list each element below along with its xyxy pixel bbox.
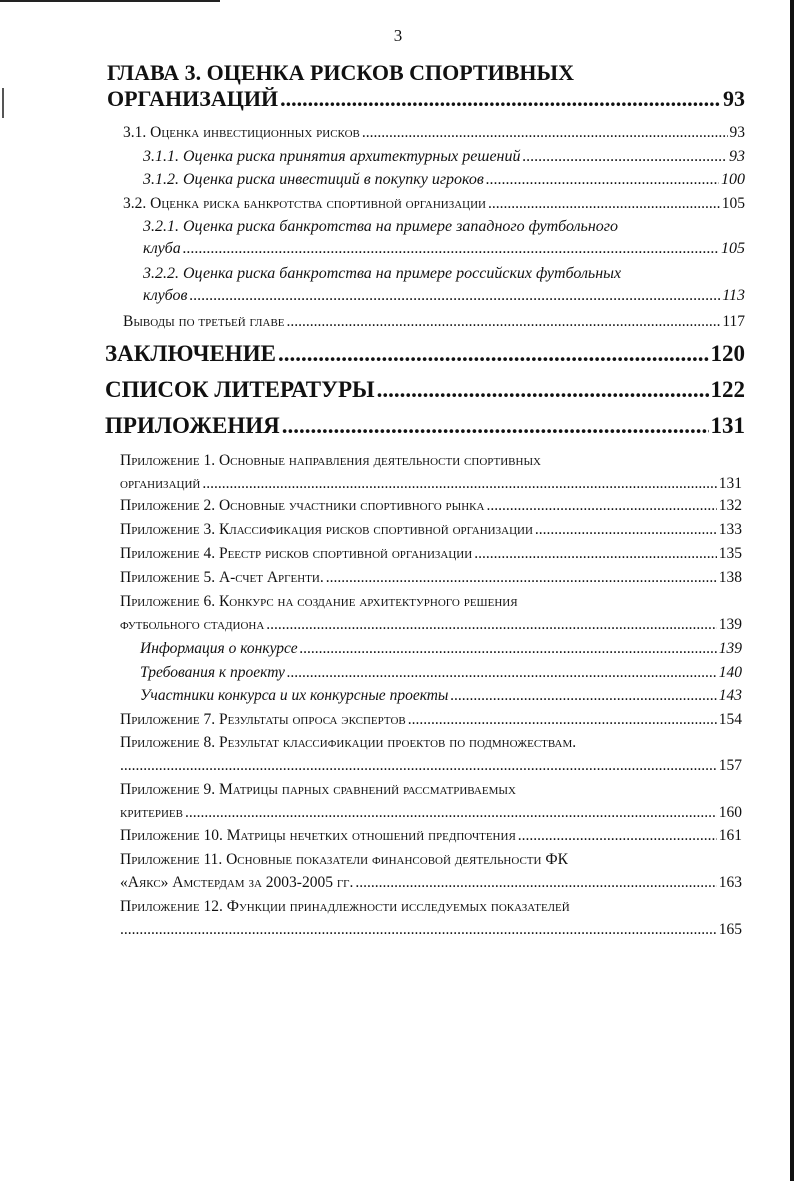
leader-dots [535,521,717,539]
toc-page-number: 135 [718,545,742,562]
toc-section-title: 3.2. Оценка риска банкротства спортивной организации [123,195,486,212]
leader-dots [266,616,716,634]
leader-dots [474,545,717,563]
toc-page-number: 154 [718,711,742,728]
leader-dots [278,341,709,367]
toc-chapter-3-line1: ГЛАВА 3. ОЦЕНКА РИСКОВ СПОРТИВНЫХ [107,60,574,85]
toc-page-number: 139 [718,616,742,633]
leader-dots [450,687,716,705]
toc-section-3-2[interactable] [123,195,745,213]
toc-appendix-5[interactable] [120,569,742,587]
toc-page-number: 131 [718,475,742,492]
toc-subsection-3-1-2[interactable] [143,171,745,189]
toc-appendix-4[interactable] [120,545,742,563]
toc-section-title-line2: клубов [143,287,188,304]
toc-appendix-1[interactable] [120,452,742,493]
toc-appendix-title-line1: Приложение 8. Результат классификации проектов по подмножествам. [120,734,577,751]
toc-appendix-title-line1: Приложение 6. Конкурс на создание архитектурного решения [120,593,518,610]
toc-page-number: 132 [718,497,742,514]
leader-dots [488,195,720,213]
toc-appendix-6[interactable] [120,593,742,634]
page-number: 3 [393,26,403,45]
toc-subsection-3-1-1[interactable] [143,148,745,166]
toc-appendix-title: Участники конкурса и их конкурсные проекты [140,687,449,704]
toc-appendix-10[interactable] [120,827,742,845]
toc-page-number: 122 [710,377,745,402]
toc-page-number: 93 [723,86,745,111]
toc-page-number: 133 [718,521,742,538]
leader-dots [518,827,717,845]
toc-section-title: 3.1. Оценка инвестиционных рисков [123,124,360,141]
toc-appendix-6-participants[interactable] [140,687,742,705]
toc-appendix-title-line2: критериев [120,804,183,821]
scan-edge-right [790,0,794,1181]
toc-appendix-9[interactable] [120,781,742,822]
toc-section-title-line2: клуба [143,240,181,257]
leader-dots [185,804,717,822]
toc-page-number: 93 [729,148,745,165]
leader-dots [189,287,720,305]
toc-heading-title: ЗАКЛЮЧЕНИЕ [105,341,276,366]
toc-section-title: Выводы по третьей главе [123,313,285,330]
toc-page-number: 131 [710,413,745,438]
leader-dots [202,475,716,493]
toc-literature[interactable] [105,377,745,403]
toc-appendix-title-line1: Приложение 12. Функции принадлежности исследуемых показателей [120,898,570,915]
leader-dots [355,874,716,892]
leader-dots [326,569,717,587]
toc-appendix-12[interactable] [120,898,742,939]
toc-appendix-title-line2: футбольного стадиона [120,616,265,633]
leader-dots [486,171,719,189]
toc-appendices[interactable] [105,413,745,439]
toc-appendix-8[interactable] [120,734,742,775]
leader-dots [362,124,728,142]
toc-chapter-3[interactable] [107,60,745,112]
leader-dots [287,313,721,331]
leader-dots [408,711,717,729]
toc-page-number: 139 [718,640,742,657]
toc-section-title: 3.1.1. Оценка риска принятия архитектурных решений [143,148,521,165]
toc-appendix-title-line1: Приложение 11. Основные показатели финансовой деятельности ФК [120,851,568,868]
toc-section-title-line1: 3.2.2. Оценка риска банкротства на примере российских футбольных [143,265,622,282]
scan-edge-top [0,0,220,2]
toc-subsection-3-2-2[interactable] [143,265,745,305]
toc-section-3-1[interactable] [123,124,745,142]
toc-section-title-line1: 3.2.1. Оценка риска банкротства на примере западного футбольного [143,218,619,235]
toc-appendix-title: Информация о конкурсе [140,640,298,657]
toc-appendix-2[interactable] [120,497,742,515]
leader-dots [120,757,717,775]
leader-dots [486,497,716,515]
toc-page-number: 100 [721,171,745,188]
leader-dots [300,640,717,658]
toc-heading-title: СПИСОК ЛИТЕРАТУРЫ [105,377,375,402]
toc-page-number: 120 [710,341,745,366]
toc-heading-title: ПРИЛОЖЕНИЯ [105,413,280,438]
toc-appendix-11[interactable] [120,851,742,892]
toc-page-number: 161 [718,827,742,844]
toc-appendix-title: Приложение 3. Классификация рисков спортивной организации [120,521,533,538]
toc-appendix-title-line1: Приложение 9. Матрицы парных сравнений рассматриваемых [120,781,516,798]
leader-dots [377,377,709,403]
toc-appendix-title: Приложение 5. А-счет Аргенти. [120,569,324,586]
toc-chapter-3-conclusions[interactable] [123,313,745,331]
toc-appendix-3[interactable] [120,521,742,539]
leader-dots [183,240,719,258]
toc-page-number: 157 [718,757,742,774]
leader-dots [280,86,721,112]
toc-page-number: 163 [718,874,742,891]
leader-dots [287,664,717,682]
toc-appendix-6-requirements[interactable] [140,664,742,682]
toc-appendix-6-info[interactable] [140,640,742,658]
toc-page-number: 105 [721,240,745,257]
toc-section-title: 3.1.2. Оценка риска инвестиций в покупку игроков [143,171,484,188]
toc-page-number: 143 [718,687,742,704]
toc-page-number: 105 [721,195,745,212]
toc-page-number: 117 [722,313,745,330]
toc-page-number: 113 [722,287,745,304]
toc-chapter-3-line2: ОРГАНИЗАЦИЙ [107,86,279,111]
toc-appendix-title: Приложение 10. Матрицы нечетких отношений предпочтения [120,827,516,844]
toc-appendix-title-line1: Приложение 1. Основные направления деятельности спортивных [120,452,541,469]
scan-mark-left [2,88,4,118]
toc-page-number: 93 [729,124,745,141]
toc-appendix-7[interactable] [120,711,742,729]
toc-appendix-title: Требования к проекту [140,664,285,681]
leader-dots [120,921,717,939]
toc-appendix-title-line2: «Аякс» Амстердам за 2003-2005 гг. [120,874,354,891]
toc-page-number: 138 [718,569,742,586]
leader-dots [282,413,709,439]
toc-conclusion[interactable] [105,341,745,367]
leader-dots [522,148,727,166]
toc-appendix-title: Приложение 7. Результаты опроса экспертов [120,711,406,728]
toc-appendix-title: Приложение 4. Реестр рисков спортивной организации [120,545,473,562]
toc-appendix-title-line2: организаций [120,475,201,492]
toc-appendix-title: Приложение 2. Основные участники спортивного рынка [120,497,485,514]
toc-page-number: 165 [718,921,742,938]
toc-page-number: 140 [718,664,742,681]
toc-subsection-3-2-1[interactable] [143,218,745,258]
toc-page-number: 160 [718,804,742,821]
